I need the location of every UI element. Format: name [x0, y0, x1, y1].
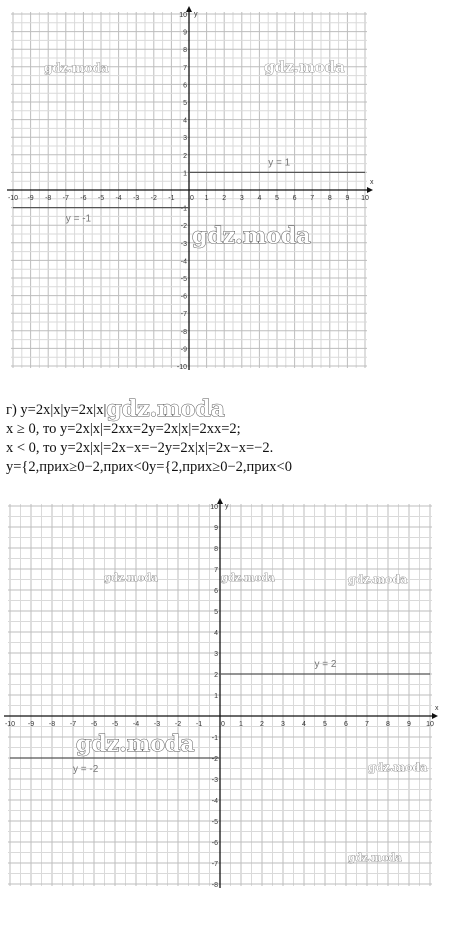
y-tick-label: 4: [214, 630, 218, 637]
x-tick-label: 4: [257, 195, 262, 202]
y-tick-label: -2: [180, 223, 187, 231]
x-axis-arrow-icon: [367, 187, 373, 193]
x-tick-label: 3: [239, 195, 244, 202]
function-line-label: y = 1: [268, 157, 291, 169]
x-tick-label: 5: [275, 195, 279, 202]
y-tick-label: -10: [176, 364, 187, 371]
y-tick-label: -5: [211, 819, 218, 826]
y-tick-label: -1: [211, 735, 218, 742]
graph-y-equals-x-over-abs-x: [0, 0, 380, 382]
y-tick-label: -1: [180, 205, 187, 213]
x-tick-label: 2: [260, 721, 264, 728]
y-tick-label: -3: [211, 777, 218, 784]
x-tick-label: -4: [132, 721, 140, 728]
y-tick-label: -6: [211, 840, 218, 847]
solution-line-4: y={2,прих≥0−2,прих<0y={2,прих≥0−2,прих<0: [6, 459, 292, 475]
y-tick-label: 9: [214, 525, 218, 532]
y-tick-label: 10: [179, 12, 187, 19]
y-tick-label: 9: [183, 29, 187, 37]
y-tick-label: -8: [211, 882, 218, 889]
y-tick-label: -6: [180, 293, 187, 301]
x-tick-label: 8: [327, 195, 332, 202]
x-tick-label: -8: [45, 195, 52, 202]
x-axis-arrow-icon: [432, 713, 438, 719]
y-tick-label: -4: [211, 798, 218, 805]
y-tick-label: 5: [183, 100, 187, 107]
x-tick-label: 9: [407, 721, 411, 728]
x-tick-label: -5: [111, 721, 119, 728]
x-tick-label: -10: [4, 721, 16, 728]
x-tick-label: -6: [90, 721, 98, 728]
y-tick-label: 8: [214, 546, 218, 553]
function-line-label: y = -1: [65, 213, 92, 225]
x-tick-label: 2: [222, 195, 227, 202]
watermark-logo: gdz.moda: [221, 573, 275, 584]
x-tick-label: -2: [150, 195, 157, 202]
x-tick-label: 4: [302, 721, 306, 728]
y-tick-label: 6: [214, 588, 218, 595]
x-tick-label: 10: [426, 721, 434, 728]
x-tick-label: 0: [190, 195, 194, 202]
y-tick-label: 10: [210, 504, 218, 511]
solution-line-3: x < 0, то y=2x|x|=2x−x=−2y=2x|x|=2x−x=−2.: [6, 440, 274, 456]
coordinate-plane-1: [0, 0, 380, 382]
x-axis-label: x: [370, 179, 374, 186]
y-tick-label: 1: [214, 693, 218, 700]
y-axis-label: y: [225, 503, 229, 510]
y-tick-label: 2: [214, 672, 218, 679]
x-tick-label: 7: [365, 721, 369, 728]
y-tick-label: 7: [183, 64, 187, 72]
x-tick-label: -3: [133, 195, 140, 202]
y-tick-label: 7: [214, 567, 218, 574]
y-axis-label: y: [194, 11, 198, 18]
solution-line-2: x ≥ 0, то y=2x|x|=2xx=2y=2x|x|=2xx=2;: [6, 421, 241, 437]
x-tick-label: -6: [80, 195, 87, 202]
watermark-logo: gdz.moda: [104, 573, 158, 584]
x-tick-label: 3: [281, 721, 285, 728]
y-tick-label: 3: [183, 135, 187, 143]
x-tick-label: -1: [168, 195, 175, 202]
x-tick-label: -1: [195, 721, 203, 728]
watermark-logo: gdz.moda: [106, 396, 225, 422]
y-tick-label: 5: [214, 609, 218, 616]
part-label-and-function: г) y=2x|x|y=2x|x|: [6, 402, 107, 418]
function-line-label: y = 2: [314, 659, 337, 670]
x-tick-label: 5: [323, 721, 327, 728]
coordinate-plane-2: [0, 490, 440, 892]
watermark-logo: gdz.moda: [264, 58, 345, 76]
x-tick-label: 1: [239, 721, 243, 728]
watermark-logo: gdz.moda: [348, 573, 408, 586]
x-tick-label: 10: [361, 195, 369, 202]
y-tick-label: -4: [180, 258, 187, 266]
x-tick-label: -2: [174, 721, 182, 728]
y-tick-label: 6: [183, 82, 187, 90]
x-tick-label: 9: [345, 195, 350, 202]
x-tick-label: -7: [69, 721, 77, 728]
y-tick-label: -9: [180, 346, 187, 354]
x-tick-label: -10: [7, 195, 19, 202]
x-tick-label: -8: [48, 721, 56, 728]
watermark-logo: gdz.moda: [76, 731, 195, 757]
x-axis-label: x: [435, 705, 439, 712]
x-tick-label: -4: [115, 195, 122, 202]
watermark-logo: gdz.moda: [368, 761, 428, 774]
watermark-logo: gdz.moda: [192, 223, 311, 249]
x-tick-label: 7: [310, 195, 315, 202]
x-tick-label: -7: [62, 195, 69, 202]
y-tick-label: -5: [180, 276, 187, 283]
watermark-logo: gdz.moda: [348, 853, 402, 864]
y-tick-label: -7: [211, 861, 218, 868]
y-tick-label: -2: [211, 756, 218, 763]
y-tick-label: -7: [180, 311, 187, 319]
y-tick-label: 8: [183, 47, 187, 55]
y-tick-label: -8: [180, 328, 187, 336]
x-tick-label: 8: [386, 721, 390, 728]
x-tick-label: 1: [204, 195, 209, 202]
graph-y-equals-2x-abs-x: [0, 490, 440, 892]
x-tick-label: 6: [292, 195, 297, 202]
y-tick-label: 1: [183, 170, 187, 178]
y-tick-label: 4: [183, 117, 187, 125]
x-tick-label: -5: [97, 195, 105, 202]
solution-text: [6, 398, 451, 477]
y-tick-label: 2: [183, 152, 187, 160]
x-tick-label: -9: [27, 721, 35, 728]
solution-line-1: [6, 398, 451, 420]
x-tick-label: -9: [27, 195, 34, 202]
function-line-label: y = -2: [73, 764, 99, 775]
y-tick-label: 3: [214, 651, 218, 658]
x-tick-label: -3: [153, 721, 161, 728]
watermark-logo: gdz.moda: [44, 61, 109, 75]
y-tick-label: -3: [180, 240, 187, 248]
x-tick-label: 6: [344, 721, 348, 728]
x-tick-label: 0: [221, 721, 225, 728]
